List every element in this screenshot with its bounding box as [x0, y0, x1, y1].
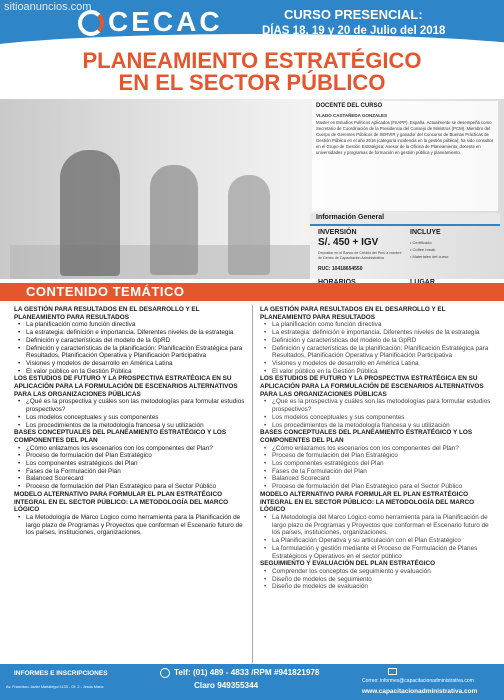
content-bullet: • Los procedimientos de la metodología francesa y su utilización [14, 422, 246, 430]
content-bullet: • ¿Cómo enlazamos los escenarios con los componentes del Plan? [14, 445, 246, 453]
content-bullet: • Los modelos conceptuales y sus componentes [14, 414, 246, 422]
inversion-label: INVERSIÓN [318, 229, 357, 236]
content-bullet: • Los modelos conceptuales y sus componentes [260, 414, 492, 422]
incluye-list [410, 239, 496, 260]
course-type: CURSO PRESENCIAL: [284, 7, 423, 22]
content-column-left [14, 306, 246, 537]
footer-website-link[interactable]: www.capacitacionadministrativa.com [362, 688, 478, 695]
watermark: sitioanuncios.com [4, 1, 92, 13]
docente-title: DOCENTE DEL CURSO [316, 103, 383, 109]
content-bullet: • Visiones y modelos de desarrollo en América Latina [14, 360, 246, 368]
content-heading: MODELO ALTERNATIVO PARA FORMULAR EL PLAN ESTRATÉGICO INTEGRAL EN EL SECTOR PÚBLICO: LA METODOLOGÍA DEL MARCO LÓGICO [260, 490, 475, 514]
content-heading: BASES CONCEPTUALES DEL PLANEAMIENTO ESTRATÉGICO Y LOS COMPONENTES DEL PLAN [260, 429, 473, 444]
section-title: CONTENIDO TEMÁTICO [26, 284, 185, 299]
content-heading: LA GESTIÓN PARA RESULTADOS EN EL DESARROLLO Y EL PLANEAMIENTO PARA RESULTADOS [14, 306, 200, 321]
content-bullet: • Diseño de modelos de evaluación [260, 583, 492, 591]
content-bullet: • ¿Cómo enlazamos los escenarios con los componentes del Plan? [260, 445, 492, 453]
footer-info-label: INFORMES E INSCRIPCIONES [14, 670, 108, 677]
content-bullet: • La estrategia: definición e importancia. Diferentes niveles de la estrategia [14, 329, 246, 337]
content-bullet: • Diseño de modelos de seguimiento [260, 576, 492, 584]
content-bullet: • Definición y características del modelo de la GpRD [260, 337, 492, 345]
content-bullet: • Proceso de formulación del Plan Estratégico para el Sector Público [260, 483, 492, 491]
content-bullet: • La planificación como función directiva [260, 321, 492, 329]
content-bullet: • Fases de la Formulación del Plan [14, 468, 246, 476]
content-bullet: • Los componentes estratégicos del Plan [260, 460, 492, 468]
footer-email[interactable]: Correo: informes@capacitacionadministrativa.com [362, 678, 474, 684]
content-column-right [260, 306, 492, 591]
hero-person-icon [60, 150, 120, 276]
content-heading: LOS ESTUDIOS DE FUTURO Y LA PROSPECTIVA ESTRATÉGICA EN SU APLICACIÓN PARA LA FORMULACIÓN DE ESCENARIOS ALTERNATIVOS PARA LAS ORGANIZACIONES PÚBLICAS [14, 375, 238, 398]
hero-person-icon [228, 175, 270, 275]
content-bullet: • La formulación y gestión mediante el Proceso de Formulación de Planes Estratégicos y Operativos en el sector público [260, 545, 492, 560]
content-heading: SEGUIMIENTO Y EVALUACIÓN DEL PLAN ESTRATÉGICO [260, 560, 436, 568]
content-heading: BASES CONCEPTUALES DEL PLANEAMIENTO ESTRATÉGICO Y LOS COMPONENTES DEL PLAN [14, 429, 227, 444]
content-heading: LA GESTIÓN PARA RESULTADOS EN EL DESARROLLO Y EL PLANEAMIENTO PARA RESULTADOS [260, 306, 446, 321]
list-item: • Certificado [410, 240, 432, 245]
content-bullet: • Definición y características de la planificación: Planificación Estratégica para Resultados, Planificación Operativa y Planificación Participativa [14, 345, 246, 360]
content-bullet: • Balanced Scorecard [260, 475, 492, 483]
footer-telephone[interactable]: Telf: (01) 489 - 4833 /RPM #941821978 [174, 668, 320, 677]
course-dates: DÍAS 18, 19 y 20 de Julio del 2018 [262, 25, 446, 37]
content-bullet: • El valor público en la Gestión Pública [260, 368, 492, 376]
page-title-line2: EN EL SECTOR PÚBLICO [118, 70, 386, 95]
content-bullet: • Balanced Scorecard [14, 475, 246, 483]
content-bullet: • Visiones y modelos de desarrollo en América Latina [260, 360, 492, 368]
inversion-price: S/. 450 + IGV [318, 237, 379, 248]
content-bullet: • Proceso de formulación del Plan Estratégico para el Sector Público [14, 483, 246, 491]
logo-tagline: CENTRO DE CAPACITACIÓN ADMINISTRATIVA Y CONSULTORÍA [84, 38, 231, 43]
hero-person-icon [150, 165, 198, 275]
content-bullet: • La estrategia: definición e importancia. Diferentes niveles de la estrategia [260, 329, 492, 337]
content-bullet: • Definición y características de la planificación: Planificación Estratégica para Resultados, Planificación Operativa y Planificación Participativa [260, 345, 492, 360]
list-item: • Materiales del curso [410, 254, 449, 259]
content-bullet: • Comprender los conceptos de seguimiento y evaluación [260, 568, 492, 576]
content-bullet: • Definición y características del modelo de la GpRD [14, 337, 246, 345]
mail-icon [388, 668, 397, 675]
content-bullet: • Proceso de formulación del Plan Estratégico [260, 452, 492, 460]
content-bullet: • La Metodología del Marco Lógico como herramienta para la Planificación de largo plazo de Programas y Proyectos que conforman el Escenario futuro de los países, instituciones, organizaciones. [260, 514, 492, 537]
info-heading: Información General [316, 214, 385, 221]
content-heading: LOS ESTUDIOS DE FUTURO Y LA PROSPECTIVA ESTRATÉGICA EN SU APLICACIÓN PARA LA FORMULACIÓN DE ESCENARIOS ALTERNATIVOS PARA LAS ORGANIZACIONES PÚBLICAS [260, 375, 484, 398]
footer-address: Av. Francisco Javier Mariátegui 1133 - Of. 2 - Jesús María [6, 685, 104, 689]
content-bullet: • Los procedimientos de la metodología francesa y su utilización [260, 422, 492, 430]
inversion-note: Depositar en el Banco de Crédito del Perú a nombre de Centro de Capacitación Administrativa [318, 251, 402, 260]
content-bullet: • El valor público en la Gestión Pública [14, 368, 246, 376]
content-bullet: • La Planificación Operativa y su articulación con el Plan Estratégico [260, 537, 492, 545]
page-title-line1: PLANEAMIENTO ESTRATÉGICO [82, 48, 422, 73]
content-bullet: • ¿Qué es la prospectiva y cuáles son las metodologías para formular estudios prospectivos? [260, 398, 492, 413]
footer-claro[interactable]: Claro 949355344 [194, 681, 259, 690]
content-bullet: • Proceso de formulación del Plan Estratégico [14, 452, 246, 460]
list-item: • Coffee break [410, 247, 436, 252]
content-bullet: • La planificación como función directiva [14, 321, 246, 329]
logo-ring-icon [78, 10, 104, 36]
content-bullet: • Fases de la Formulación del Plan [260, 468, 492, 476]
content-bullet: • La Metodología de Marco Lógico como herramienta para la Planificación de largo plazo de Programas y Proyectos que conforman el Escenario futuro de los países, instituciones, organizaciones. [14, 514, 246, 537]
logo: CECAC [108, 6, 223, 37]
column-divider [252, 305, 253, 663]
content-heading: MODELO ALTERNATIVO PARA FORMULAR EL PLAN ESTRATÉGICO INTEGRAL EN EL SECTOR PÚBLICO: LA METODOLOGÍA DEL MARCO LÓGICO [14, 490, 229, 514]
content-bullet: • ¿Qué es la prospectiva y cuáles son las metodologías para formular estudios prospectivos? [14, 398, 246, 413]
ruc-number: RUC: 10418654550 [318, 266, 363, 272]
content-bullet: • Los componentes estratégicos del Plan [14, 460, 246, 468]
incluye-label: INCLUYE [410, 229, 441, 236]
docente-bio: Master en Estudios Políticos Aplicados (FIIAPP), España. Actualmente se desempeña como Secretario de Coordinación de la Presidencia del Consejo de Ministros (PCM). Miembro del Cuerpo de Gerentes Públicos de SERVIR y ganador del Concurso de Buenas Prácticas de Gestión Pública en el año 2016 (categoría incidencia en la gestión pública); ha sido consultor en el Grupo de Gestión Estratégica; Asesor de la Oficina de Planeamiento; docente en universidades y programas de formación en gestión pública y planeamiento. [316, 120, 494, 155]
phone-icon [160, 668, 170, 678]
docente-name: VLADO CASTAÑEDA GONZALES [316, 113, 388, 118]
